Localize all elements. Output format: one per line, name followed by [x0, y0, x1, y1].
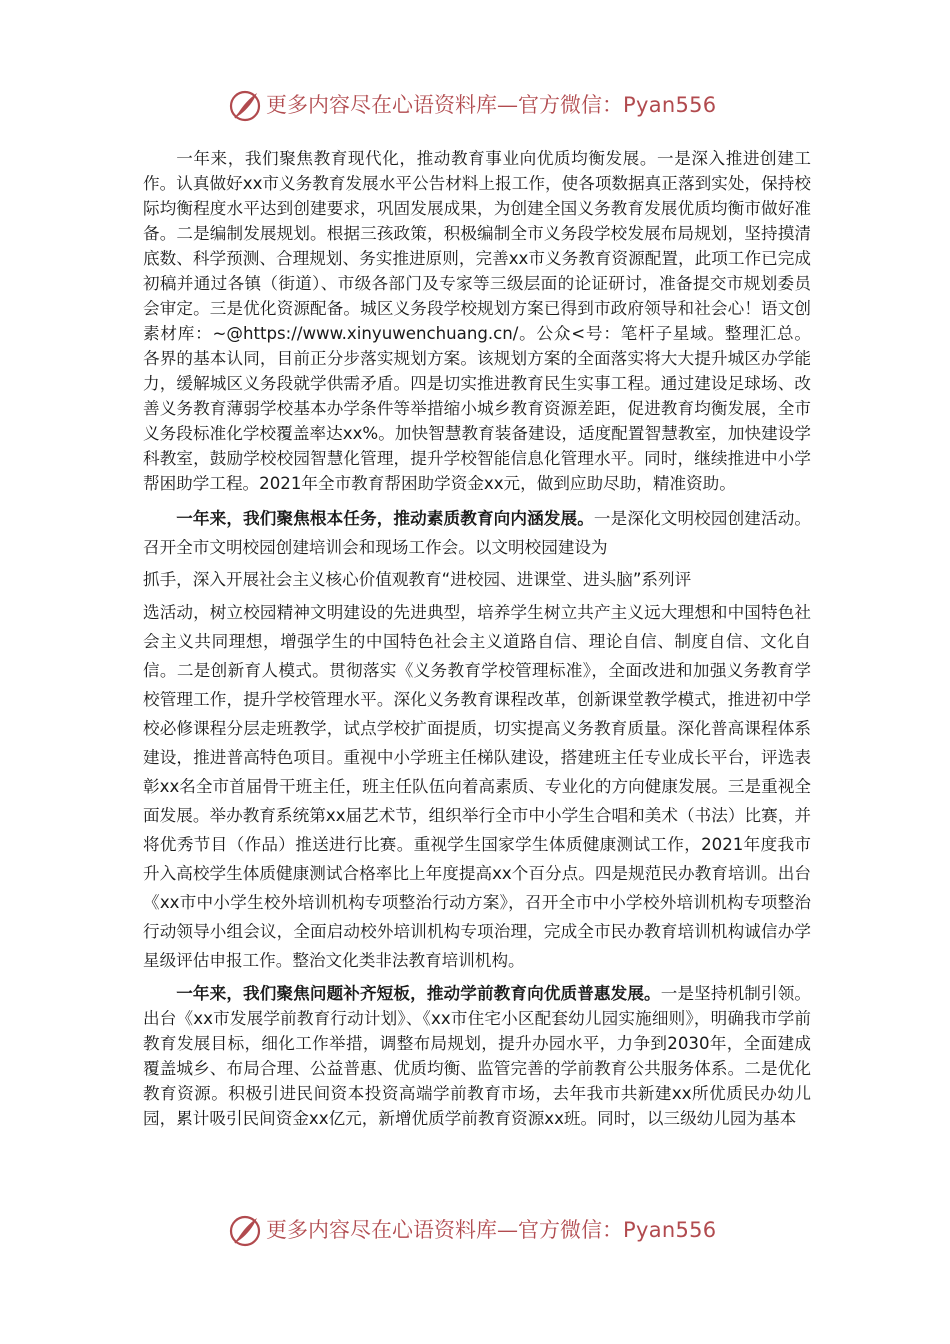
paragraph-2-text-c: 选活动，树立校园精神文明建设的先进典型，培养学生树立共产主义远大理想和中国特色社会主义共同理想，增强学生的中国特色社会主义道路自信、理论自信、制度自信、文化自信。二是创新育人模式。贯彻落实《义务教育学校管理标准》，全面改进和加强义务教育学校管理工作，提升学校管理水平。深化义务教育课程改革，创新课堂教学模式，推进初中学校必修课程分层走班教学，试点学校扩面提质，切实提高义务教育质量。深化普高课程体系建设，推进普高特色项目。重视中小学班主任梯队建设，搭建班主任专业成长平台，评选表彰xx名全市首届骨干班主任，班主任队伍向着高素质、专业化的方向健康发展。三是重视全面发展。举办教育系统第xx届艺术节，组织举行全市中小学生合唱和美术（书法）比赛，并将优秀节目（作品）推送进行比赛。重视学生国家学生体质健康测试工作，2021年度我市升入高校学生体质健康测试合格率比上年度提高xx个百分点。四是规范民办教育培训。出台《xx市中小学生校外培训机构专项整治行动方案》，召开全市中小学校外培训机构专项整治行动领导小组会议，全面启动校外培训机构专项治理，完成全市民办教育培训机构诚信办学星级评估申报工作。整治文化类非法教育培训机构。	[143, 603, 811, 970]
paragraph-3-lead: 一年来，我们聚焦问题补齐短板，推动学前教育向优质普惠发展。	[176, 984, 661, 1003]
paragraph-3-text: 一是坚持机制引领。出台《xx市发展学前教育行动计划》、《xx市住宅小区配套幼儿园实施细则》，明确我市学前教育发展目标，细化工作举措，调整布局规划，提升办园水平，力争到2030年，全面建成覆盖城乡、布局合理、公益普惠、优质均衡、监管完善的学前教育公共服务体系。二是优化教育资源。积极引进民间资本投资高端学前教育市场，去年我市共新建xx所优质民办幼儿园，累计吸引民间资金xx亿元，新增优质学前教育资源xx班。同时，以三级幼儿园为基本	[143, 984, 812, 1128]
paragraph-2	[143, 504, 811, 975]
document-body	[143, 146, 811, 1131]
banner-text	[266, 1215, 716, 1245]
paragraph-3	[143, 981, 811, 1131]
footer-watermark-banner	[0, 1211, 950, 1251]
feather-pen-logo-icon	[227, 88, 263, 124]
banner-text	[266, 90, 716, 120]
paragraph-2-text-b: 抓手，深入开展社会主义核心价值观教育“进校园、进课堂、进头脑”系列评	[143, 570, 692, 589]
wechat-id: Pyan556	[623, 1218, 717, 1242]
feather-pen-logo-icon	[227, 1213, 263, 1249]
banner-label: 更多内容尽在心语资料库—官方微信：	[266, 93, 623, 117]
paragraph-2-lead: 一年来，我们聚焦根本任务，推动素质教育向内涵发展。	[176, 509, 594, 528]
paragraph-1: 一年来，我们聚焦教育现代化，推动教育事业向优质均衡发展。一是深入推进创建工作。认真做好xx市义务教育发展水平公告材料上报工作，使各项数据真正落到实处，保持校际均衡程度水平达到创建要求，巩固发展成果，为创建全国义务教育发展优质均衡市做好准备。二是编制发展规划。根据三孩政策，积极编制全市义务段学校发展布局规划，坚持摸清底数、科学预测、合理规划、务实推进原则，完善xx市义务教育资源配置，此项工作已完成初稿并通过各镇（街道）、市级各部门及专家等三级层面的论证研讨，准备提交市规划委员会审定。三是优化资源配备。城区义务段学校规划方案已得到市政府领导和社会心！语文创素材库：~@https://www.xinyuwenchuang.cn/。公众<号：笔杆子星域。整理汇总。各界的基本认同，目前正分步落实规划方案。该规划方案的全面落实将大大提升城区办学能力，缓解城区义务段就学供需矛盾。四是切实推进教育民生实事工程。通过建设足球场、改善义务教育薄弱学校基本办学条件等举措缩小城乡教育资源差距，促进教育均衡发展，全市义务段标准化学校覆盖率达xx%。加快智慧教育装备建设，适度配置智慧教室，加快建设学科教室，鼓励学校校园智慧化管理，提升学校智能信息化管理水平。同时，继续推进中小学帮困助学工程。2021年全市教育帮困助学资金xx元，做到应助尽助，精准资助。	[143, 149, 811, 493]
wechat-id: Pyan556	[623, 93, 717, 117]
header-watermark-banner	[0, 86, 950, 126]
paragraph-2-text-a: 一是深化文明校园创建活动。召开全市文明校园创建培训会和现场工作会。以文明校园建设为	[143, 509, 812, 557]
banner-label: 更多内容尽在心语资料库—官方微信：	[266, 1218, 623, 1242]
